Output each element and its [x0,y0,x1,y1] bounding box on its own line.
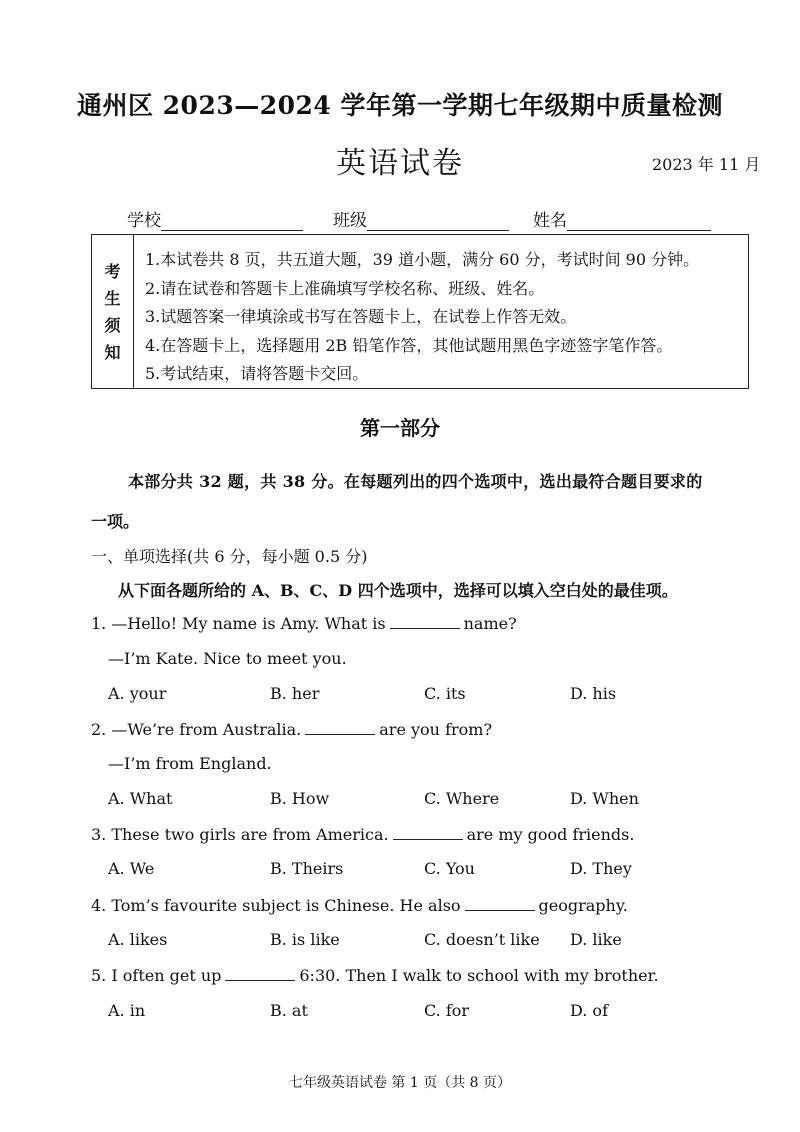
answer-blank[interactable] [390,612,460,629]
answer-blank[interactable] [225,964,295,981]
school-field[interactable] [127,206,303,231]
q2-option-c[interactable]: C. Where [424,789,500,808]
notice-item: 2.请在试卷和答题卡上准确填写学校名称、班级、姓名。 [145,278,545,298]
q1-option-c[interactable]: C. its [424,684,466,703]
answer-blank[interactable] [465,894,535,911]
q4-option-a[interactable]: A. likes [108,930,168,949]
q4-option-d[interactable]: D. like [570,930,622,949]
q2-option-b[interactable]: B. How [270,789,330,808]
question-3: 3. These two girls are from America. are my good friends. [91,825,635,844]
answer-blank[interactable] [393,823,463,840]
notice-item: 5.考试结束，请将答题卡交回。 [145,364,369,383]
class-label: 班级 [333,211,367,231]
q2-option-d[interactable]: D. When [570,789,639,808]
exam-date: 2023 年 11 月 [652,155,761,174]
notice-items [145,246,699,389]
name-label: 姓名 [533,211,567,231]
question-1: 1. —Hello! My name is Amy. What is name? [91,614,517,633]
page-footer: 七年级英语试卷 第 1 页（共 8 页） [288,1075,512,1091]
notice-item: 3.试题答案一律填涂或书写在答题卡上，在试卷上作答无效。 [145,307,577,326]
notice-label: 考 生 须 知 [92,235,134,388]
part-title: 第一部分 [360,416,440,440]
q5-option-d[interactable]: D. of [570,1001,608,1020]
question-4: 4. Tom’s favourite subject is Chinese. He also geography. [91,896,628,915]
school-label: 学校 [127,211,161,231]
q3-option-a[interactable]: A. We [108,859,155,878]
q1-option-b[interactable]: B. her [270,684,320,703]
notice-item: 1.本试卷共 8 页，共五道大题，39 道小题，满分 60 分，考试时间 90 分钟。 [145,250,700,269]
notice-box [91,234,749,389]
class-blank[interactable] [367,212,509,231]
section-title: 一、单项选择(共 6 分，每小题 0.5 分) [91,547,368,566]
q4-option-b[interactable]: B. is like [270,930,340,949]
question-5: 5. I often get up 6:30. Then I walk to school with my brother. [91,966,659,985]
exam-title: 通州区 2023—2024 学年第一学期七年级期中质量检测 [76,91,724,120]
q3-option-d[interactable]: D. They [570,859,632,878]
exam-subject: 英语试卷 [336,146,464,181]
q1-option-a[interactable]: A. your [108,684,167,703]
q5-option-a[interactable]: A. in [108,1001,146,1020]
q5-option-b[interactable]: B. at [270,1001,308,1020]
question-1-reply: —I’m Kate. Nice to meet you. [108,649,347,668]
answer-blank[interactable] [305,718,375,735]
name-blank[interactable] [567,212,711,231]
q2-option-a[interactable]: A. What [108,789,173,808]
q1-option-d[interactable]: D. his [570,684,617,703]
section-instruction: 从下面各题所给的 A、B、C、D 四个选项中，选择可以填入空白处的最佳项。 [118,581,678,600]
q5-option-c[interactable]: C. for [424,1001,470,1020]
part-intro-continued: 一项。 [91,512,140,531]
school-blank[interactable] [161,212,303,231]
notice-item: 4.在答题卡上，选择题用 2B 铅笔作答，其他试题用黑色字迹签字笔作答。 [145,335,673,355]
class-field[interactable] [333,206,509,231]
question-2: 2. —We’re from Australia. are you from? [91,720,493,739]
question-2-reply: —I’m from England. [108,754,272,773]
q4-option-c[interactable]: C. doesn’t like [424,930,540,949]
name-field[interactable] [533,206,711,231]
part-intro: 本部分共 32 题，共 38 分。在每题列出的四个选项中，选出最符合题目要求的 [128,472,703,491]
q3-option-b[interactable]: B. Theirs [270,859,344,878]
q3-option-c[interactable]: C. You [424,859,475,878]
